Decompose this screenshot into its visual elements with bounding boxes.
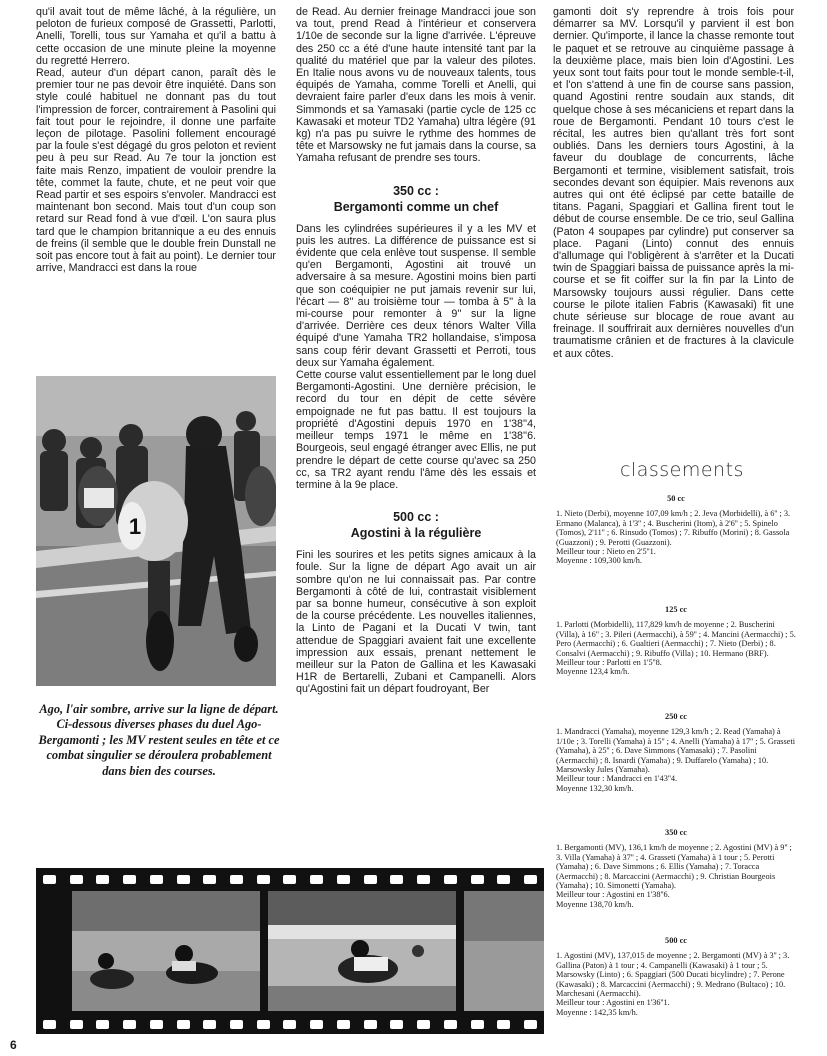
results-category: 500 cc (665, 936, 687, 945)
article-column-2 (296, 6, 536, 696)
race-number-plate: 1 (128, 514, 142, 539)
paragraph: Read, auteur d'un départ canon, paraît dès le premier tour ne pas devoir être inquiété. Dans son style coulé habituel ne donnant pas du tout l'impression de forcer, contrairement à Pasolini qui fait tout pour le rejoindre, il donne une parfaite leçon de pilotage. Pasolini follement encouragé par la foule s'est dégagé du gros peloton et revient peu à peu sur Read. Au 7e tour la jonction est faite mais Renzo, impatient de vouloir prendre la tête, commet la faute, chute, et ne peut voir que Read partir et ses espoirs s'envoler. Mandracci est maintenant bon second. Mais tout d'un coup son retard sur Read fond à vue d'œil. L'on saura plus tard que le champion britannique a eu des ennuis de freins (il semble que le double frein Dunstall ne soit pas encore tout à fait au point). Le dernier tour arrive, Mandracci est dans la roue (36, 67, 276, 275)
film-perforations-bottom (36, 1015, 544, 1033)
classements-heading: classements (620, 459, 744, 481)
results-list: 1. Parlotti (Morbidelli), 117,829 km/h de moyenne ; 2. Buscherini (Villa), à 16'' ; 3. Pileri (Aermacchi), à 59'' ; 4. Mancini (Aermacchi) ; 5. Pero (Aermacchi) ; 6. Gualtieri (Aermacchi) ; 7. Nieto (Derbi) ; 8. Consalvi (Aermacchi) ; 9. Ribuffo (Villa) ; 10. Hermano (BRF). (556, 620, 796, 658)
results-average: Moyenne 138,70 km/h. (556, 899, 634, 909)
results-category: 50 cc (667, 494, 685, 503)
results-best-lap: Meilleur tour : Parlotti en 1'5''8. (556, 658, 662, 668)
results-average: Moyenne 132,30 km/h. (556, 783, 634, 793)
results-list: 1. Agostini (MV), 137,015 de moyenne ; 2. Bergamonti (MV) à 3'' ; 3. Gallina (Paton) à 1 tour ; 4. Campanelli (Kawasaki) à 1 tour ; 5. Marsowsky (Linto) ; 6. Spaggiari (500 Ducati bicylindre) ; 7. Perone (Kawasaki) ; 8. Marcaccini (Aermacchi) ; 9. Medrano (Bultaco) ; 10. Marchesani (Aermacchi). (556, 951, 790, 999)
paragraph: Dans les cylindrées supérieures il y a les MV et puis les autres. La différence de puissance est si évidente que cela enlève tout suspense. Il semble qu'en Bergamonti, Agostini ait trouvé un adversaire à sa mesure. Agostini moins bien parti que son coéquipier ne put jamais revenir sur lui, l'écart — 8'' au troisième tour — tomba à 5'' à la mi-course pour remonter à 9'' sur la ligne d'arrivée. Derrière ces deux ténors Walter Villa équipé d'une Yamaha TR2 hollandaise, s'imposa sans coup férir devant Grassetti et Perroti, tous deux sur Yamaha également. (296, 222, 536, 369)
results-list: 1. Nieto (Derbi), moyenne 107,09 km/h ; 2. Jeva (Morbidelli), à 6'' ; 3. Ermano (Malanca), à 1'3'' ; 4. Buscherini (Itom), à 2'6'' ; 5. Spinelo (Tomos), 2'11'' ; 6. Rinsudo (Tomos) ; 7. Ribuffo (Morini) ; 8. Gassola (Guazzoni) ; 9. Perotti (Guazzoni). (556, 509, 791, 547)
results-average: Moyenne 123,4 km/h. (556, 667, 630, 677)
article-column-1 (36, 6, 276, 274)
results-average: Moyenne : 109,300 km/h. (556, 556, 642, 566)
rider-photo-illustration (36, 376, 276, 686)
section-title-350: Bergamonti comme un chef (333, 199, 499, 214)
results-350cc (556, 828, 796, 909)
article-column-3 (553, 6, 794, 360)
film-perforations-top (36, 870, 544, 888)
section-title-500: Agostini à la régulière (350, 526, 482, 541)
results-best-lap: Meilleur tour : Mandracci en 1'43''4. (556, 774, 678, 784)
results-50cc (556, 494, 796, 566)
results-250cc (556, 712, 796, 793)
results-list: 1. Mandracci (Yamaha), moyenne 129,3 km/h ; 2. Read (Yamaha) à 1/10e ; 3. Torelli (Yamaha) à 15'' ; 4. Anelli (Yamaha) à 17'' ; 5. Grasseti (Yamaha), à 25'' ; 6. Dave Simmons (Yamasaki) ; 7. Pasolini (Aermacchi) ; 8. Isnardi (Yamaha) ; 9. Duffarelo (Yamaha) ; 10. Marsowsky Jules (Yamaha). (556, 727, 796, 775)
paragraph: de Read. Au dernier freinage Mandracci joue son va tout, prend Read à l'intérieur et conservera 1/10e de seconde sur la ligne d'arrivée. L'épreuve des 250 cc a été d'une haute intensité tant par la qualité du matériel que par la valeur des pilotes. En Italie nous avons vu de nouveaux talents, tous équipés de Yamaha, comme Torelli et Anelli, qui devraient faire parler d'eux dans les mois à venir. Simmonds et sa Yamasaki (partie cycle de 125 cc Kawasaki et moteur TD2 Yamaha) ultra légère (91 kg) n'a pas pu suivre le rythme des hommes de tête et Marsowsky ne fut jamais dans la course, sa Yamaha refusant de prendre ses tours. (296, 6, 536, 165)
results-list: 1. Bergamonti (MV), 136,1 km/h de moyenne ; 2. Agostini (MV) à 9'' ; 3. Villa (Yamaha) à 37'' ; 4. Grasseti (Yamaha) à 1 tour ; 5. Perotti (Yamaha) ; 6. Dave Simmons ; 6. Ellis (Yamaha) ; 7. Toracca (Aermacchi) ; 8. Marcaccini (Aermacchi) ; 9. Christian Bourgeois (Yamaha) ; 10. Simonetti (Yamaha). (556, 843, 792, 891)
results-category: 125 cc (665, 605, 687, 614)
results-500cc (556, 936, 796, 1017)
paragraph: Cette course valut essentiellement par le long duel Bergamonti-Agostini. Une dernière précision, le record du tour en dépit de cette sévère empoignade ne fut pas battu. Il est toujours la propriété d'Agostini depuis 1970 en 1'38''4, meilleur temps 1971 le même en 1'38''6. Bourgeois, seul engagé étranger avec Ellis, ne put prendre le départ de cette course qu'avec sa 250 cc, sa TR2 ayant rendu l'âme dès les essais et termine à la 9e place. (296, 369, 536, 491)
section-class-500: 500 cc : (393, 510, 439, 525)
film-frame-1 (72, 891, 260, 1011)
paragraph: Fini les sourires et les petits signes amicaux à la foule. Sur la ligne de départ Ago avait un air sombre qu'on ne lui connaissait pas. Par contre Bergamonti à côté de lui, contrastait visiblement par sa bonne humeur, consécutive à son exploit de la course précédente. Les nouvelles italiennes, la Linto de Pagani et la Ducati V twin, tant attendue de Spaggiari avaient fait une excellente impression aux essais, prenant nettement le meilleur sur la Paton de Gallina et les Kawasaki H1R de Bertarelli, Zubani et Campanelli. Alors qu'Agostini fait un départ foudroyant, Ber (296, 549, 536, 696)
filmstrip-photos (36, 868, 544, 1034)
photo-caption: Ago, l'air sombre, arrive sur la ligne de départ. Ci-dessous diverses phases du duel Ago-Bergamonti ; les MV restent seules en tête et ce combat singulier se déroulera probablement dans bien des courses. (38, 702, 280, 778)
results-average: Moyenne : 142,35 km/h. (556, 1007, 638, 1017)
results-category: 350 cc (665, 828, 687, 837)
results-category: 250 cc (665, 712, 687, 721)
paragraph: gamonti doit s'y reprendre à trois fois pour démarrer sa MV. Lorsqu'il y parvient il est bon dernier. Qu'importe, il lance la chasse remonte tout le paquet et se retrouve au cinquième passage à la deuxième place, mais bien loin d'Agostini. Les yeux sont tout faits pour tout le monde semble-t-il, et l'on s'attend à une fin de course sans passion, quand Agostini rentre soudain aux stands, dit quelque chose à ses mécaniciens et repart dans la roue de Bergamonti. Pendant 10 tours c'est le récital, les autres bien qu'allant très fort sont oubliés. Dans les derniers tours Agostini, à la faveur du doublage de concurrents, lâche Bergamonti et termine, visiblement satisfait, trois secondes devant son équipier. Mais revenons aux autres qui ont été éclipsé par cette bataille de titans. Pagani, Spaggiari et Gallina firent tout le début de course ensemble. De ce trio, seul Gallina (Paton 4 soupapes par cylindre) put conserver sa place. Pagani (Linto) connut des ennuis d'allumage qui l'obligèrent à s'arrêter et la Ducati twin de Spaggiari baissa de puissance après la mi-course et se fit coiffer sur la fin par la Linto de Marsowsky toujours aussi régulier. Dans cette course le pilote italien Fabris (Kawasaki) fit une chute sérieuse sur blocage de roue avant au freinage. Il souffrirait aux dernières nouvelles d'un traumatisme crânien et de fractures à la clavicule et aux côtes. (553, 6, 794, 360)
film-frame-2 (268, 891, 456, 1011)
rider-photo (36, 376, 276, 686)
results-best-lap: Meilleur tour : Agostini en 1'36''1. (556, 998, 670, 1008)
paragraph: qu'il avait tout de même lâché, à la régulière, un peloton de furieux composé de Grassetti, Parlotti, Anelli, Torelli, tous sur Yamaha et qu'il a battu à cette occasion de une minute pleine la moyenne du regretté Herrero. (36, 6, 276, 67)
results-best-lap: Meilleur tour : Agostini en 1'38''6. (556, 890, 670, 900)
results-125cc (556, 605, 796, 677)
film-frame-3 (464, 891, 544, 1011)
results-best-lap: Meilleur tour : Nieto en 2'5''1. (556, 547, 656, 557)
section-class-350: 350 cc : (393, 183, 439, 198)
page-number: 6 (10, 1038, 17, 1052)
